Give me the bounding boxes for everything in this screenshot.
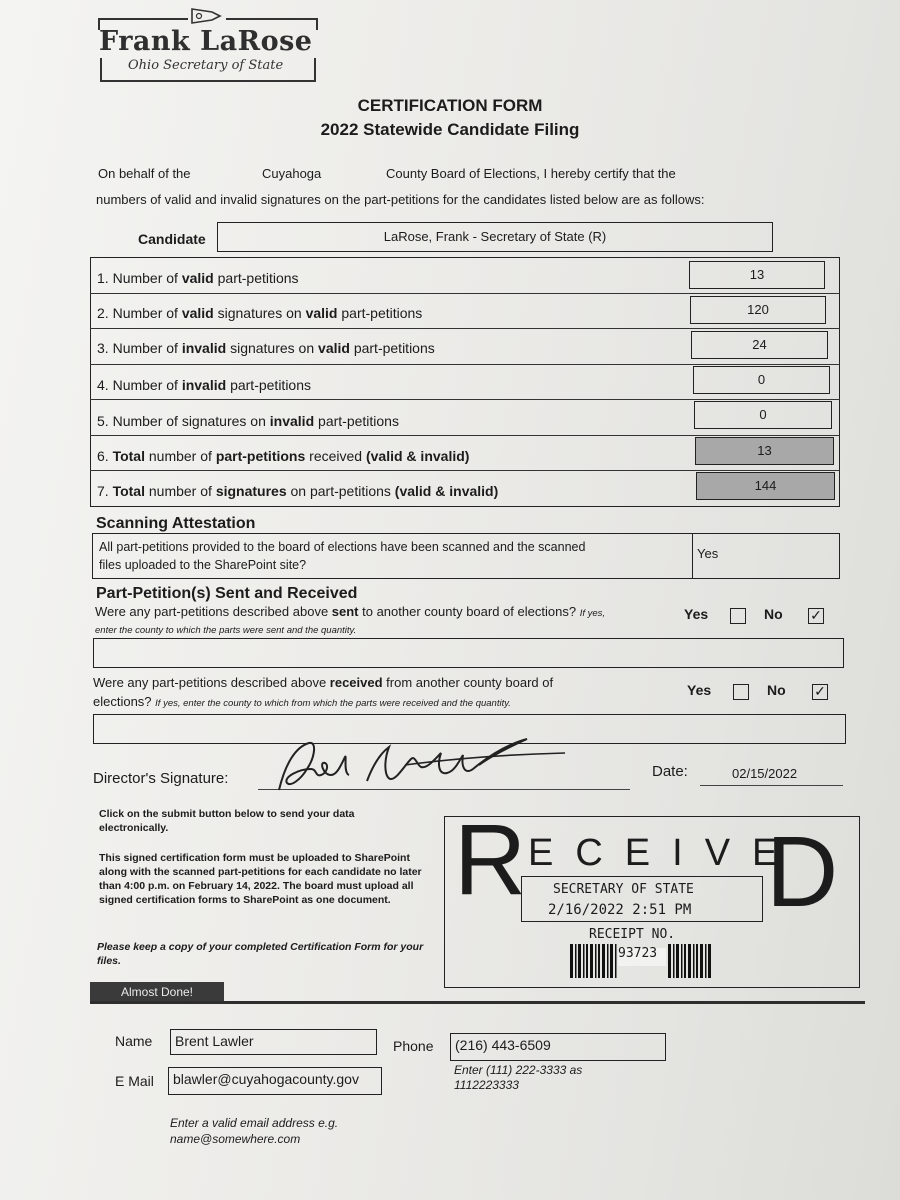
date-label: Date:	[652, 763, 688, 780]
form-title: CERTIFICATION FORM	[357, 96, 543, 115]
intro-text: On behalf of the	[98, 166, 191, 181]
intro-text: numbers of valid and invalid signatures on the part-petitions for the candidates listed below are as follows:	[96, 192, 705, 207]
scanning-question: files uploaded to the SharePoint site?	[99, 558, 307, 572]
total-signatures-field: 144	[696, 472, 835, 500]
sent-yes-checkbox[interactable]	[730, 608, 746, 624]
scanning-heading: Scanning Attestation	[96, 515, 256, 532]
signatures-invalid-petitions-field[interactable]: 0	[694, 401, 832, 429]
director-signature-graphic	[265, 735, 595, 799]
email-label: E Mail	[115, 1073, 154, 1089]
count-row-label: 7. Total number of signatures on part-petitions (valid & invalid)	[97, 483, 499, 499]
phone-field[interactable]: (216) 443-6509	[450, 1033, 666, 1061]
received-question: Were any part-petitions described above received from another county board of	[93, 675, 554, 690]
received-question: elections? If yes, enter the county to which from which the parts were received and the quantity.	[93, 694, 511, 709]
count-row-label: 3. Number of invalid signatures on valid part-petitions	[97, 340, 435, 356]
received-yes-checkbox[interactable]	[733, 684, 749, 700]
count-row-label: 4. Number of invalid part-petitions	[97, 377, 312, 393]
ohio-flag-icon	[190, 7, 224, 25]
intro-text: County Board of Elections, I hereby certify that the	[386, 166, 676, 181]
logo-rule	[226, 18, 318, 20]
logo-rule	[316, 18, 318, 30]
stamp-receipt-label: RECEIPT NO.	[589, 927, 676, 942]
sent-received-heading: Part-Petition(s) Sent and Received	[96, 585, 358, 602]
footer-rule	[90, 1001, 865, 1004]
candidate-field[interactable]: LaRose, Frank - Secretary of State (R)	[217, 222, 773, 252]
stamp-letter-r: R	[454, 804, 527, 916]
email-field[interactable]: blawler@cuyahogacounty.gov	[168, 1067, 382, 1095]
received-yes-label: Yes	[687, 682, 712, 698]
email-hint: Enter a valid email address e.g. name@somewhere.com	[170, 1116, 339, 1146]
signature-label: Director's Signature:	[93, 770, 229, 787]
county-name: Cuyahoga	[262, 166, 322, 181]
sent-details-field[interactable]	[93, 638, 844, 668]
scanning-answer-field[interactable]: Yes	[692, 533, 840, 579]
logo-rule	[100, 80, 316, 82]
valid-part-petitions-field[interactable]: 13	[689, 261, 825, 289]
sent-question: Were any part-petitions described above sent to another county board of elections? If yes,	[95, 604, 606, 619]
invalid-part-petitions-field[interactable]: 0	[693, 366, 830, 394]
phone-label: Phone	[393, 1038, 434, 1054]
stamp-word: ECEIVE	[528, 832, 800, 874]
form-subtitle: 2022 Statewide Candidate Filing	[320, 120, 580, 139]
logo-rule	[98, 18, 188, 20]
valid-signatures-field[interactable]: 120	[690, 296, 826, 324]
row-divider	[90, 293, 840, 294]
name-label: Name	[115, 1033, 153, 1049]
count-row-label: 5. Number of signatures on invalid part-petitions	[97, 413, 399, 429]
row-divider	[90, 399, 840, 400]
stamp-office: SECRETARY OF STATE	[553, 882, 694, 897]
phone-hint: Enter (111) 222-3333 as 1112223333	[454, 1063, 583, 1092]
row-divider	[90, 364, 840, 365]
row-divider	[90, 435, 840, 436]
candidate-label: Candidate	[138, 231, 206, 247]
count-row-label: 6. Total number of part-petitions received (valid & invalid)	[97, 448, 470, 464]
stamp-letter-d: D	[766, 816, 839, 928]
received-no-checkbox[interactable]: ✓	[812, 684, 828, 700]
sent-yes-label: Yes	[684, 606, 709, 622]
row-divider	[90, 328, 840, 329]
name-field[interactable]: Brent Lawler	[170, 1029, 377, 1055]
logo-name: Frank LaRose	[99, 26, 313, 57]
stamp-datetime: 2/16/2022 2:51 PM	[548, 902, 692, 918]
date-line	[700, 785, 843, 786]
sent-note: enter the county to which the parts were sent and the quantity.	[95, 625, 357, 636]
submit-instruction: Click on the submit button below to send your data electronically.	[99, 808, 355, 834]
invalid-signatures-field[interactable]: 24	[691, 331, 828, 359]
scanning-question: All part-petitions provided to the board of elections have been scanned and the scanned	[99, 540, 586, 554]
date-field[interactable]: 02/15/2022	[732, 766, 798, 781]
total-part-petitions-field: 13	[695, 437, 834, 465]
row-divider	[90, 470, 840, 471]
stamp-receipt-number: 93723	[618, 946, 658, 961]
copy-instruction: Please keep a copy of your completed Certification Form for your files.	[97, 941, 424, 967]
sent-no-checkbox[interactable]: ✓	[808, 608, 824, 624]
upload-instruction: This signed certification form must be uploaded to SharePoint along with the scanned part-petitions for each candidate no later than 4:00 p.m. on February 14, 2022. The board must upload all signed certification forms to SharePoint as one document.	[99, 852, 422, 906]
received-no-label: No	[767, 682, 786, 698]
count-row-label: 1. Number of valid part-petitions	[97, 270, 299, 286]
count-row-label: 2. Number of valid signatures on valid part-petitions	[97, 305, 423, 321]
logo-rule	[314, 58, 316, 82]
sent-no-label: No	[764, 606, 783, 622]
almost-done-tab[interactable]: Almost Done!	[90, 982, 224, 1002]
logo-rule	[100, 58, 102, 82]
logo-subtitle: Ohio Secretary of State	[128, 58, 284, 73]
